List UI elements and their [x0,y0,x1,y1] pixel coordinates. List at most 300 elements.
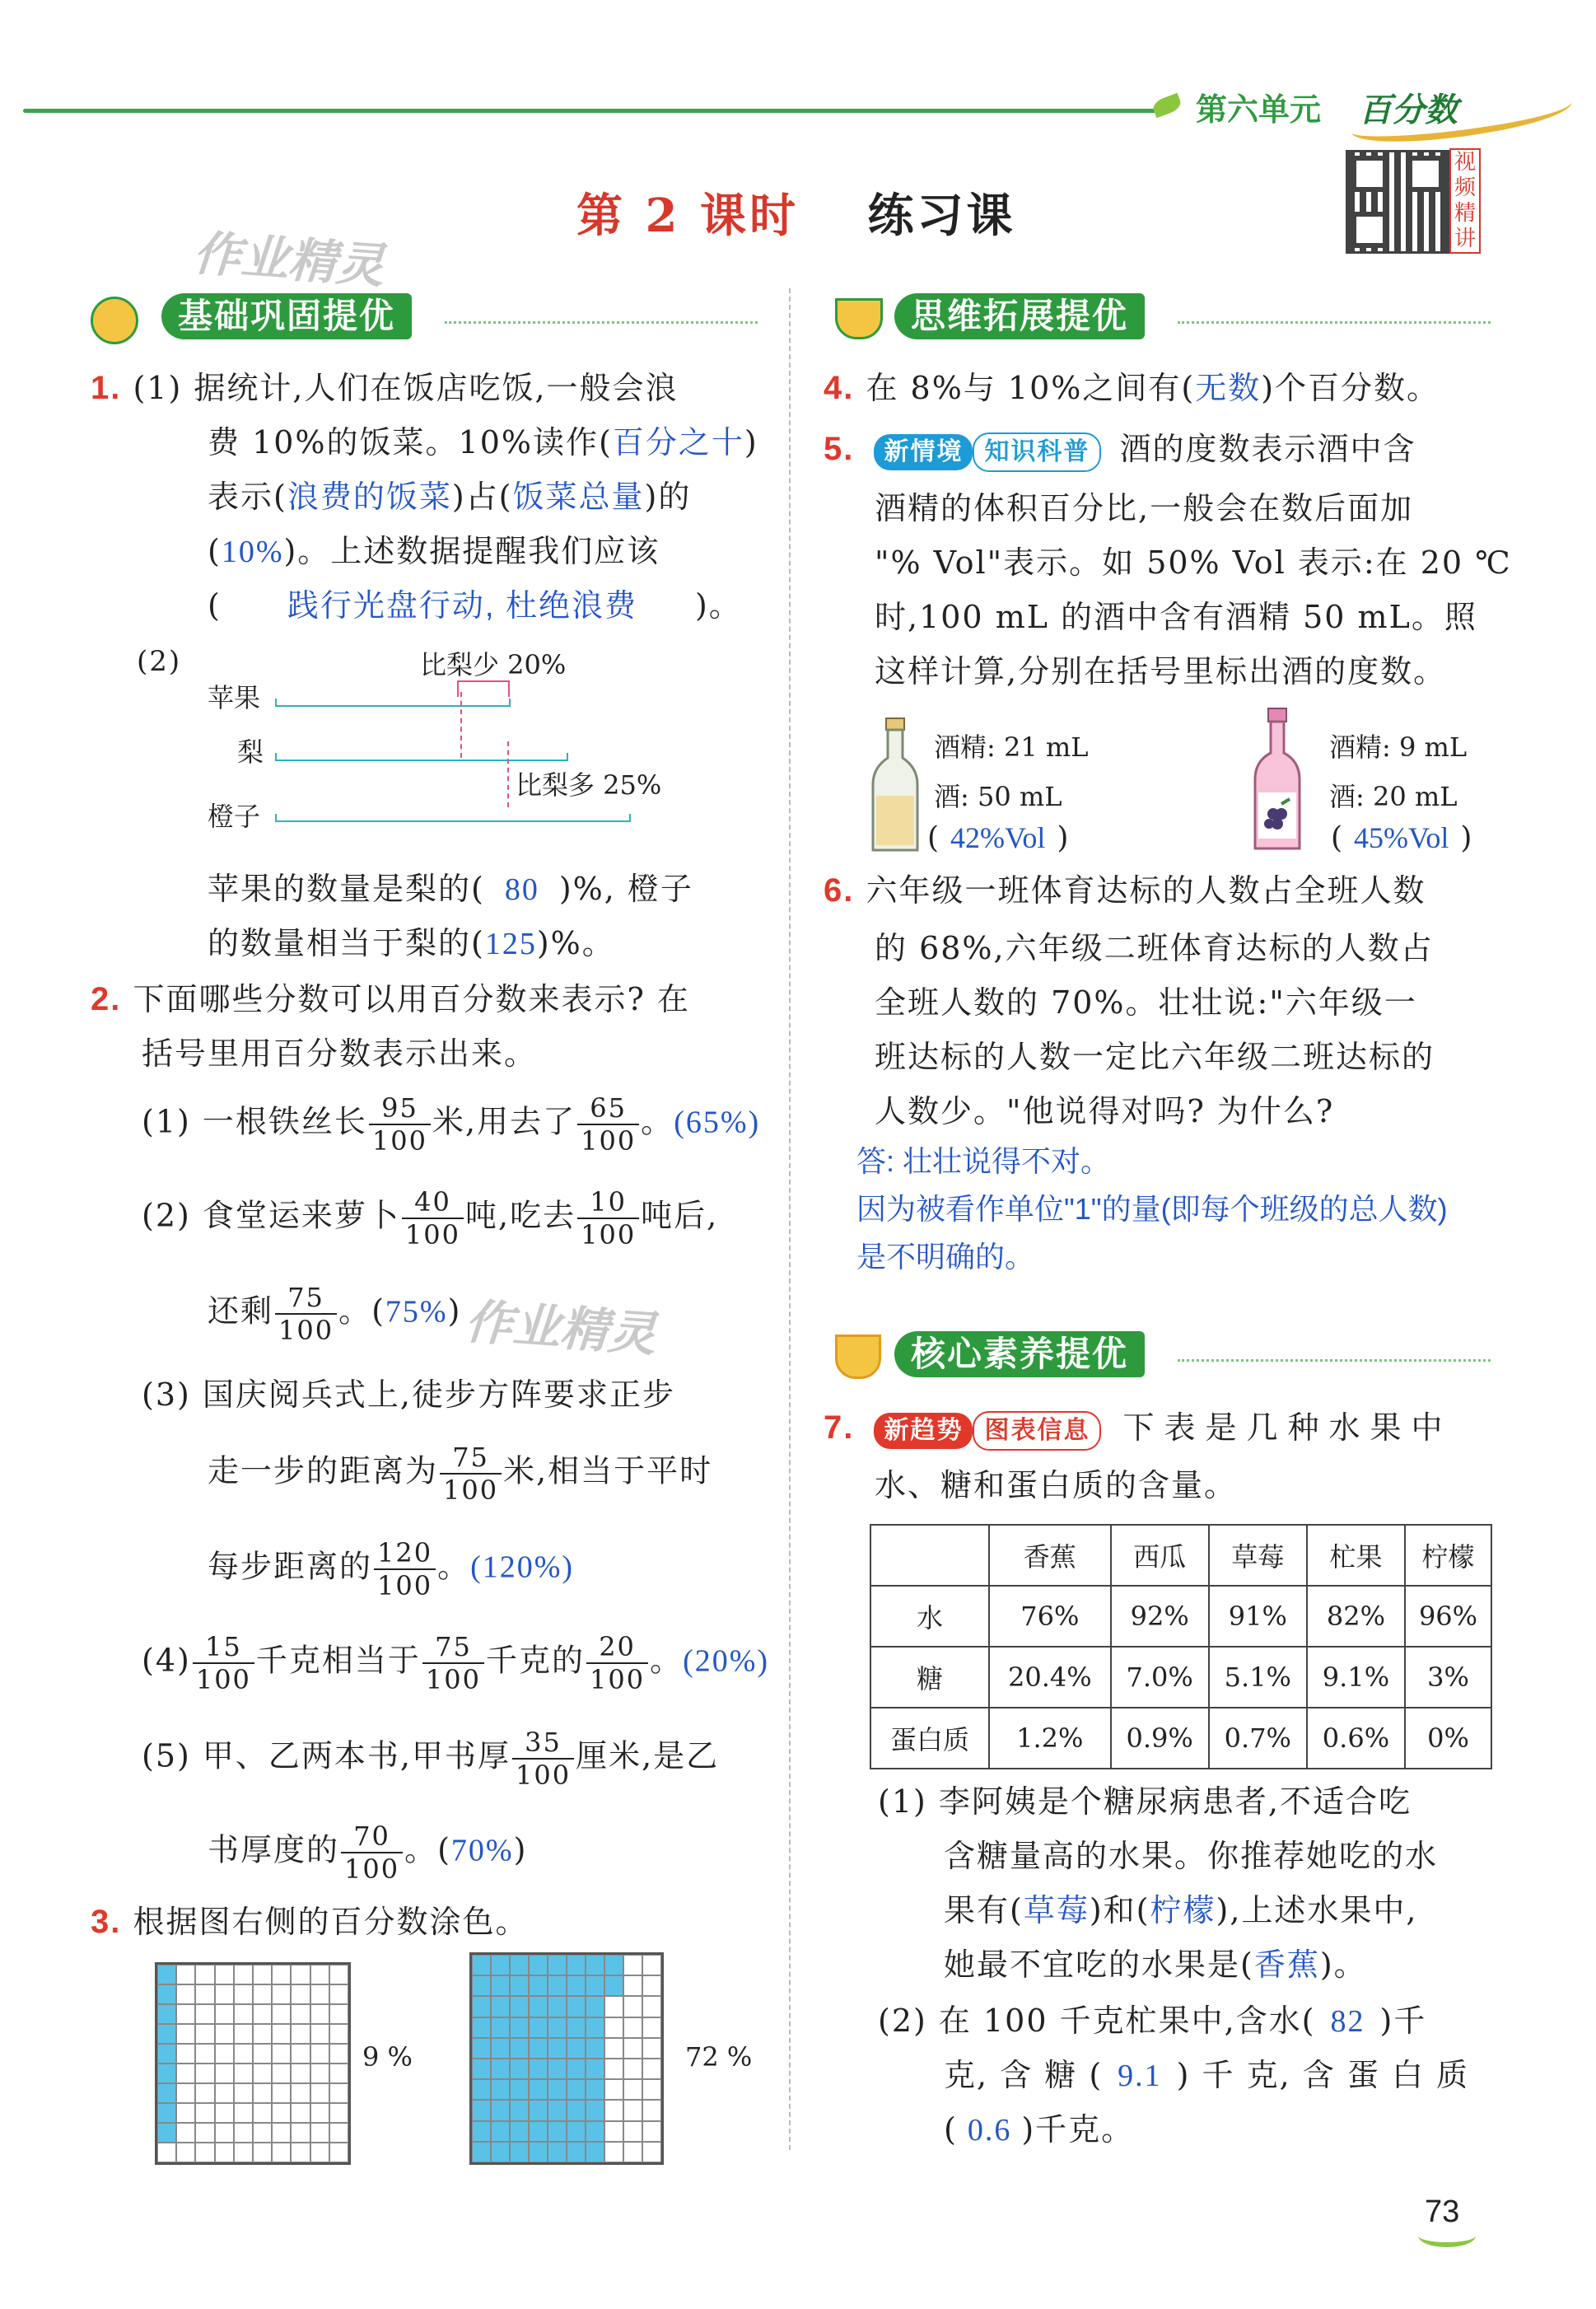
q5-line2: 酒精的体积百分比,一般会在数后面加 [875,490,1414,526]
badge-science: 知识科普 [973,432,1101,472]
grid-cell [157,1965,176,1984]
grid-cell [176,2083,195,2103]
grid-cell [291,2123,310,2143]
text: ) [1460,821,1472,855]
text: 书厚度的 [208,1831,340,1868]
text: 括号里用百分数表示出来。 [142,1035,538,1072]
grid-cell [272,2064,291,2083]
q1-line2 [208,415,758,470]
grid-cell [642,1975,661,1996]
q6-answer-1: 答: 壮壮说得不对。 [856,1144,1111,1178]
text: ( [944,2111,958,2148]
topic-label: 百分数 [1359,92,1458,129]
grid-cell [586,1975,604,1996]
grid-cell [604,2038,623,2059]
grid-cell [329,2044,348,2064]
grid-cell [529,1975,548,1996]
question-number: 7. [824,1409,855,1446]
q2-item4 [142,1631,769,1695]
denominator: 100 [581,1125,637,1157]
grid-cell [529,1955,548,1975]
grid-cell [567,2017,586,2038]
numerator: 20 [586,1631,648,1664]
grid-cell [529,2142,548,2162]
grid-cell [329,2103,348,2123]
answer: 9.1 [1118,2059,1162,2093]
grid-cell [472,1996,491,2017]
grid2-label: 72 % [685,2041,753,2073]
answer: 浪费的饭菜 [287,480,452,515]
answer: 70% [450,1833,514,1868]
diagram-apple-label: 苹果 [208,682,261,713]
grid-cell [272,2044,291,2064]
numerator: 35 [512,1727,574,1760]
grid-cell [642,2121,661,2142]
text: )。上述数据提醒我们应该 [283,533,660,569]
grid-cell [529,2017,548,2038]
denominator: 100 [404,1219,460,1250]
grid-cell [195,2004,214,2024]
grid-cell [491,2100,510,2120]
section-core [824,1328,1499,1379]
section-basic [82,290,758,341]
grid-cell [176,2064,195,2083]
grid-cell [586,1996,604,2017]
grid-cell [310,2083,329,2103]
grid-cell [548,2038,567,2059]
grid-cell [472,2059,491,2079]
sprout-icon [835,298,883,339]
text: )占( [451,479,513,515]
q6-answer-2: 因为被看作单位"1"的量(即每个班级的总人数) [856,1192,1448,1226]
table-row [870,1586,1491,1647]
text: )的 [644,479,692,515]
bottle2-wine: 酒: 20 mL [1329,781,1458,812]
table-cell: 91% [1209,1586,1307,1647]
q7-part2-line2 [944,2048,1469,2103]
question-number: 6. [824,872,855,909]
grid-cell [195,1965,214,1984]
text: 酒的度数表示酒中含 [1119,431,1416,467]
grid-cell [253,1965,272,1984]
text: )。 [694,587,742,624]
leaf-icon [1151,93,1183,118]
fraction [374,1537,436,1601]
grid-cell [604,1996,623,2017]
grid-cell [195,2103,214,2123]
grid-cell [510,1955,529,1975]
grid-cell [567,1955,586,1975]
grid1-label: 9 % [362,2041,413,2073]
grid-cell [604,2121,623,2142]
grid-cell [567,2038,586,2059]
table-cell: 0.6% [1307,1708,1405,1769]
grid-cell [157,2103,176,2123]
text: ) [447,1292,462,1330]
grid-cell [272,1984,291,2004]
grid-cell [234,2064,253,2083]
grid-cell [529,2121,548,2142]
q2-line2 [142,1026,537,1081]
grid-cell [234,1984,253,2004]
grid-cell [510,2017,529,2038]
grid-cell [623,2059,642,2079]
question-number: 3. [91,1904,122,1940]
fraction [341,1821,403,1885]
grid-cell [472,1975,491,1996]
grid-cell [491,2038,510,2059]
bottle2-alcohol: 酒精: 9 mL [1329,731,1468,763]
text: 。 [650,1642,684,1679]
q1-line4 [208,524,660,579]
grid-cell [491,2121,510,2142]
grid-cell [604,1975,623,1996]
grid-cell [310,1965,329,1984]
table-cell: 0.7% [1209,1708,1307,1769]
grid-cell [272,1965,291,1984]
grid-cell [176,2044,195,2064]
grid-cell [291,1965,310,1984]
grid-cell [215,1965,234,1984]
grid-cell [215,2103,234,2123]
numerator: 70 [341,1821,403,1853]
q6-line1 [824,863,1426,918]
q1-line5 [208,578,742,633]
fraction [577,1186,639,1250]
q1-part2-line1 [208,862,693,917]
text: 每步距离的 [208,1548,373,1585]
table-header [870,1525,989,1586]
grid-cell [510,2079,529,2100]
q2-item1 [142,1092,760,1157]
grid-cell [176,2103,195,2123]
grid-cell [623,1975,642,1996]
fraction [512,1727,574,1791]
grid-cell [234,2123,253,2143]
question-number: 5. [824,431,855,467]
grid-cell [548,2079,567,2100]
grid-cell [491,2017,510,2038]
grid-cell [623,2038,642,2059]
table-header: 草莓 [1209,1525,1307,1586]
grid-cell [253,2143,272,2162]
diagram-orange-label: 橙子 [208,801,261,832]
grid-cell [529,2059,548,2079]
page-swoosh-icon [1418,2224,1476,2247]
grid-cell [234,2083,253,2103]
grid-cell [604,1955,623,1975]
fruit-nutrition-table [870,1524,1492,1769]
table-cell: 水 [870,1586,989,1647]
grid-cell [253,2064,272,2083]
grid-cell [548,2017,567,2038]
question-number: 1. [91,370,122,406]
answer: (65%) [674,1105,761,1140]
text: 。( [338,1292,385,1330]
text: ) 千 克, 含 蛋 白 质 [1176,2057,1470,2093]
table-cell: 96% [1405,1586,1491,1647]
q7-line2: 水、糖和蛋白质的含量。 [875,1467,1238,1503]
text: (2) 在 100 千克杧果中,含水( [878,2003,1316,2039]
grid-cell [548,2121,567,2142]
grid-cell [157,2004,176,2024]
grid-cell [623,1996,642,2017]
fraction [440,1442,502,1506]
grid-cell [329,2083,348,2103]
grid-cell [215,2024,234,2044]
grid-cell [291,1984,310,2004]
grid-cell [310,2024,329,2044]
text: 果有( [944,1892,1024,1928]
section-title: 核心素养提优 [894,1331,1145,1377]
fraction [402,1186,464,1250]
lesson-title [576,180,1015,245]
table-cell: 蛋白质 [870,1708,989,1769]
qr-side-text: 视频精讲 [1449,148,1481,254]
grid-cell [234,1965,253,1984]
section-dots [445,321,758,324]
text: (3) 国庆阅兵式上,徒步方阵要求正步 [142,1377,675,1413]
lesson-number: 第 2 课时 [576,189,799,243]
grid-cell [291,2064,310,2083]
bottle1-answer-line [927,820,1068,855]
table-cell: 0.9% [1111,1708,1209,1769]
answer: 125 [484,927,537,961]
text: 。 [641,1103,674,1140]
grid-cell [472,2121,491,2142]
gear-sprout-icon [91,297,138,344]
grid-cell [472,2142,491,2162]
text: 在 8%与 10%之间有( [866,370,1196,406]
q2-item3 [142,1367,675,1422]
grid-cell [510,2038,529,2059]
denominator: 100 [195,1664,251,1695]
grid-cell [176,2143,195,2162]
grid-cell [310,1984,329,2004]
table-header: 西瓜 [1111,1525,1209,1586]
grid-cell [215,2143,234,2162]
grid-cell [567,2121,586,2142]
answer: 80 [504,872,539,907]
text: ( [1331,821,1343,855]
grid-cell [567,2079,586,2100]
table-cell: 0% [1405,1708,1491,1769]
grid-cell [329,2143,348,2162]
text: (4) [142,1642,191,1679]
grid-cell [623,2142,642,2162]
text: (1) 据统计,人们在饭店吃饭,一般会浪 [133,370,679,406]
answer: 无数 [1195,372,1262,406]
denominator: 100 [425,1664,481,1695]
grid-cell [215,1984,234,2004]
grid-cell [604,2059,623,2079]
grid-cell [472,2038,491,2059]
text: 吨,吃去 [465,1197,576,1234]
badge-chart-info: 图表信息 [973,1411,1101,1451]
header-rule [23,109,1160,113]
q2-item3-cont2 [208,1537,574,1601]
text: 苹果的数量是梨的( [208,871,485,907]
grid-cell [491,1975,510,1996]
answer: (120%) [470,1549,575,1585]
answer: 0.6 [967,2113,1012,2148]
diagram-pear-label: 梨 [237,736,264,768]
text: )和( [1089,1892,1150,1928]
red-wine-bottle-icon [1248,707,1306,855]
q5-line5: 这样计算,分别在括号里标出酒的度数。 [875,653,1447,689]
text: )千克。 [1021,2111,1135,2148]
grid-cell [272,2143,291,2162]
grid-cell [529,2100,548,2120]
numerator: 75 [440,1442,502,1475]
table-cell: 7.0% [1111,1647,1209,1708]
text: 千克的 [486,1642,586,1679]
q6-line3: 全班人数的 70%。壮壮说:"六年级一 [875,984,1417,1021]
text: 的数量相当于梨的( [208,925,485,961]
grid-cell [310,2143,329,2162]
grid-cell [234,2024,253,2044]
table-header: 柠檬 [1405,1525,1491,1586]
grid-cell [510,2121,529,2142]
grid-cell [272,2004,291,2024]
grid-cell [272,2083,291,2103]
grid-cell [491,1955,510,1975]
text: (1) 一根铁丝长 [142,1103,367,1140]
text: 米,用去了 [432,1103,576,1140]
grid-cell [291,2004,310,2024]
grid-cell [567,1996,586,2017]
grid-cell [272,2103,291,2123]
grid-cell [548,1975,567,1996]
text: 走一步的距离为 [208,1452,439,1489]
fraction [369,1092,431,1157]
q7-line1 [824,1400,1452,1455]
numerator: 65 [577,1092,639,1125]
grid-cell [329,2064,348,2083]
badge-new-trend: 新趋势 [874,1413,973,1449]
answer: 草莓 [1023,1894,1090,1928]
numerator: 95 [369,1092,431,1125]
grid-cell [472,2100,491,2120]
table-cell: 1.2% [989,1708,1111,1769]
q6-line2: 的 68%,六年级二班体育达标的人数占 [875,930,1434,966]
q7-part1-line4 [944,1937,1367,1993]
grid-cell [642,2038,661,2059]
grid-cell [642,2017,661,2038]
text: 。 [437,1548,471,1585]
grid-cell [548,1996,567,2017]
grid-cell [157,1984,176,2004]
section-title: 思维拓展提优 [894,293,1145,339]
table-cell: 3% [1405,1647,1491,1708]
grid-cell [510,2059,529,2079]
bottle2-answer-line [1331,820,1472,855]
grid-cell [253,2123,272,2143]
pear-bar [275,753,568,761]
grid-cell [157,2024,176,2044]
text: 费 10%的饭菜。10%读作( [208,424,613,460]
denominator: 100 [581,1219,637,1250]
page-number: 73 [1425,2194,1460,2229]
grid-cell [586,2121,604,2142]
diagram-more-label: 比梨多 25% [516,769,662,801]
more-dashed-line [507,741,509,807]
answer: 10% [221,535,284,569]
question-number: 2. [91,981,122,1017]
qr-code-icon[interactable] [1346,150,1449,254]
q1-line3 [208,470,691,525]
text: )个百分数。 [1261,370,1440,406]
fraction [577,1092,639,1157]
q7-part1-line2: 含糖量高的水果。你推荐她吃的水 [944,1838,1439,1874]
denominator: 100 [516,1760,572,1791]
table-cell: 9.1% [1307,1647,1405,1708]
percent-grid-72 [469,1952,664,2165]
q5-line4: 时,100 mL 的酒中含有酒精 50 mL。照 [875,599,1477,635]
denominator: 100 [377,1570,433,1601]
text: ) [513,1831,528,1868]
grid-cell [253,1984,272,2004]
answer: 45%Vol [1354,821,1449,854]
white-wine-bottle-icon [866,717,924,857]
diagram-less-label: 比梨少 20% [420,649,567,680]
grid-cell [195,2044,214,2064]
text: 厘米,是乙 [576,1737,720,1774]
grid-cell [510,1996,529,2017]
table-cell: 92% [1111,1586,1209,1647]
fraction [422,1631,484,1695]
q7-part2-line3 [944,2102,1134,2157]
grid-cell [586,2059,604,2079]
grid-cell [510,1975,529,1996]
grid-cell [157,2083,176,2103]
bottle1-wine: 酒: 50 mL [934,781,1062,812]
table-cell: 20.4% [989,1647,1111,1708]
grid-cell [604,2142,623,2162]
pear-dashed-line [460,692,462,758]
answer: 75% [385,1294,448,1330]
grid-cell [586,1955,604,1975]
grid-cell [272,2024,291,2044]
grid-cell [195,1984,214,2004]
q3-line [91,1895,528,1949]
grid-cell [310,2044,329,2064]
badge-new-context: 新情境 [874,434,973,470]
grid-cell [253,2083,272,2103]
q1-line1 [91,361,679,415]
grid-cell [329,2024,348,2044]
q2-item5 [142,1727,719,1791]
grid-cell [215,2123,234,2143]
grid-cell [234,2044,253,2064]
grid-cell [586,2038,604,2059]
grid-cell [310,2064,329,2083]
answer: 饭菜总量 [512,480,645,515]
fraction [193,1631,254,1695]
grid-cell [623,2121,642,2142]
text: 吨后, [641,1197,719,1234]
grid-cell [234,2004,253,2024]
grid-cell [195,2083,214,2103]
grid-cell [291,2044,310,2064]
text: 根据图右侧的百分数涂色。 [133,1904,529,1940]
text: 下面哪些分数可以用百分数来表示? 在 [133,981,690,1017]
table-cell: 糖 [870,1647,989,1708]
grid-cell [548,2059,567,2079]
grid-cell [215,2044,234,2064]
grid-cell [548,2100,567,2120]
grid-cell [157,2143,176,2162]
